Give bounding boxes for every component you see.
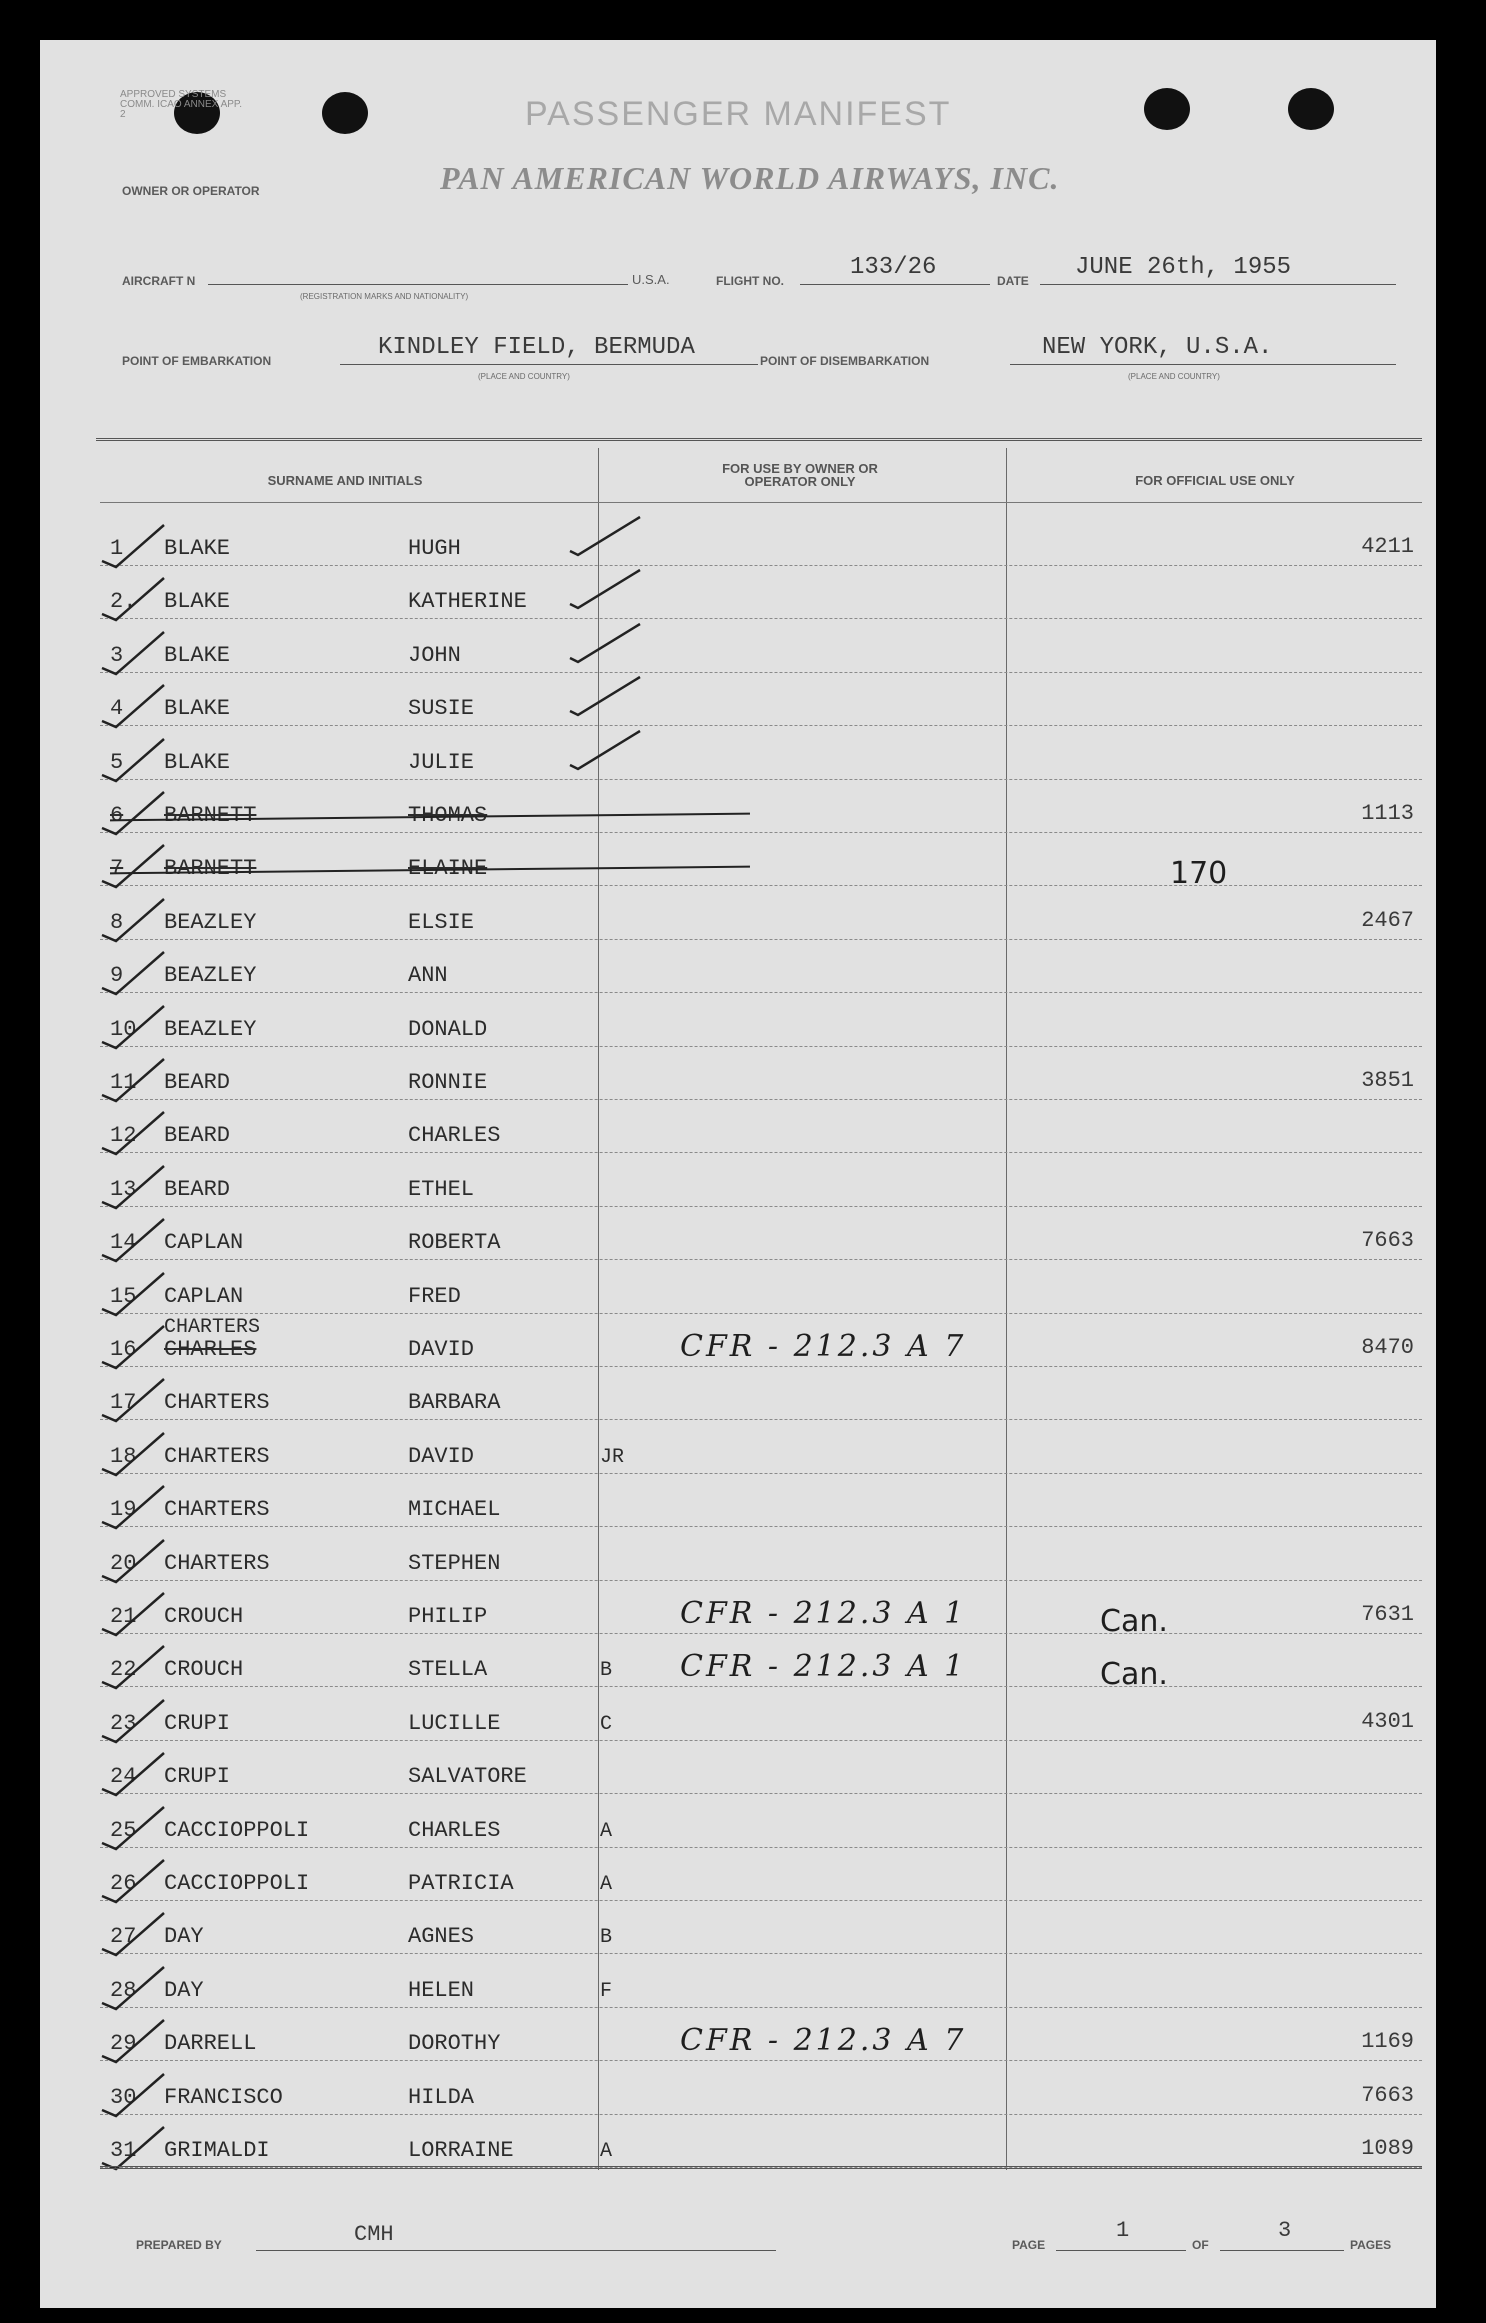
given-name: SALVATORE: [408, 1764, 527, 1790]
surname: BEAZLEY: [164, 963, 257, 989]
owner-operator: PAN AMERICAN WORLD AIRWAYS, INC.: [440, 160, 1060, 196]
row-number: 10: [110, 1016, 137, 1042]
table-row: [100, 2114, 1422, 2168]
row-number: 27: [110, 1924, 137, 1950]
check-mark-icon: [94, 1846, 174, 1906]
given-name: THOMAS: [408, 803, 488, 828]
col-header-owner: FOR USE BY OWNER OR OPERATOR ONLY: [722, 461, 878, 489]
header-underline: [100, 502, 1422, 503]
row-number: 8: [110, 909, 124, 935]
table-top-rule: [96, 438, 1422, 445]
date-label: DATE: [997, 274, 1029, 288]
official-code: 1089: [1361, 2136, 1414, 2161]
given-name: ELSIE: [408, 909, 475, 935]
table-row: [100, 1794, 1422, 1848]
embarkation-line: [340, 364, 758, 365]
table-row: [100, 1900, 1422, 1954]
row-number: 19: [110, 1497, 137, 1523]
check-mark-icon: [94, 1098, 174, 1158]
table-row: [100, 1687, 1422, 1741]
surname: CRUPI: [164, 1764, 231, 1790]
page-number: 1: [1116, 2218, 1130, 2243]
page-label: PAGE: [1012, 2238, 1046, 2252]
initials: A: [600, 1873, 613, 1896]
pages-label: PAGES: [1350, 2238, 1392, 2252]
surname: CROUCH: [164, 1657, 244, 1683]
surname: BEARD: [164, 1123, 231, 1149]
check-mark-icon: [94, 1472, 174, 1532]
row-number: 22: [110, 1657, 137, 1683]
table-row: [100, 1580, 1422, 1639]
surname: BLAKE: [164, 696, 231, 722]
owner-notation: CFR - 212.3 A 7: [680, 1329, 967, 1364]
table-row: [100, 1473, 1422, 1527]
table-bottom-rule: [100, 2166, 1422, 2173]
check-mark-icon: [94, 1152, 174, 1212]
row-number: 14: [110, 1230, 137, 1256]
surname: BARNETT: [164, 803, 257, 828]
check-mark-icon: [94, 1686, 174, 1746]
check-mark-icon: [94, 831, 174, 891]
prepared-by-label: PREPARED BY: [136, 2238, 222, 2252]
check-mark-icon: [94, 1419, 174, 1479]
official-code: 2467: [1361, 907, 1414, 933]
given-name: PATRICIA: [408, 1871, 514, 1896]
surname: BLAKE: [164, 642, 231, 668]
row-number: 16: [110, 1337, 137, 1362]
check-mark-icon: [94, 618, 174, 678]
table-row: [100, 512, 1422, 566]
embark-sub: (PLACE AND COUNTRY): [478, 372, 570, 381]
given-name: STELLA: [408, 1657, 488, 1683]
row-number: 17: [110, 1390, 137, 1416]
approval-stamp: APPROVED SYSTEMS COMM. ICAO ANNEX APP. 2: [120, 89, 243, 120]
given-name: DAVID: [408, 1337, 475, 1362]
surname: BLAKE: [164, 749, 231, 775]
row-number: 26: [110, 1871, 137, 1896]
check-mark-icon: [94, 1045, 174, 1105]
row-number: 25: [110, 1817, 137, 1843]
surname: BEARD: [164, 1070, 231, 1095]
given-name: PHILIP: [408, 1604, 488, 1629]
given-name: BARBARA: [408, 1390, 501, 1416]
row-number: 18: [110, 1443, 137, 1469]
punch-hole-icon: [1144, 88, 1190, 130]
check-mark-icon: [94, 1632, 174, 1692]
check-mark-icon: [94, 885, 174, 945]
given-name: SUSIE: [408, 696, 475, 722]
check-mark-icon: [94, 778, 174, 838]
flight-line: [800, 284, 990, 285]
given-name: HILDA: [408, 2084, 475, 2110]
row-number: 28: [110, 1977, 137, 2003]
surname: BEARD: [164, 1176, 231, 1202]
margin-note: 170: [1170, 856, 1228, 892]
given-name: JULIE: [408, 749, 475, 775]
aircraft-label: AIRCRAFT N: [122, 274, 196, 288]
row-number: 11: [110, 1070, 137, 1095]
disembarkation-point: NEW YORK, U.S.A.: [1042, 334, 1273, 361]
table-row: [100, 1153, 1422, 1207]
embarkation-point: KINDLEY FIELD, BERMUDA: [378, 334, 695, 361]
check-mark-icon: [94, 1739, 174, 1799]
check-mark-icon: [94, 1793, 174, 1853]
surname: FRANCISCO: [164, 2084, 283, 2110]
owner-notation: CFR - 212.3 A 1: [680, 1649, 967, 1685]
prepared-by: CMH: [354, 2222, 394, 2247]
table-row: [100, 2007, 1422, 2061]
table-row: [100, 2061, 1422, 2115]
given-name: ROBERTA: [408, 1230, 501, 1256]
owner-operator-label: OWNER OR OPERATOR: [122, 184, 260, 198]
check-mark-icon: [94, 1579, 174, 1639]
check-mark-icon: [560, 719, 650, 779]
owner-notation: CFR - 212.3 A 1: [680, 1596, 967, 1631]
check-mark-icon: [94, 938, 174, 998]
surname: CACCIOPPOLI: [164, 1817, 310, 1843]
check-mark-icon: [94, 1526, 174, 1586]
initials: JR: [600, 1445, 625, 1469]
surname: DAY: [164, 1924, 204, 1950]
check-mark-icon: [560, 558, 650, 618]
disembark-sub: (PLACE AND COUNTRY): [1128, 372, 1220, 381]
punch-hole-icon: [322, 92, 368, 134]
check-mark-icon: [94, 1365, 174, 1425]
given-name: LUCILLE: [408, 1710, 501, 1736]
row-number: 1: [110, 536, 124, 561]
check-mark-icon: [94, 1312, 174, 1372]
col-header-official: FOR OFFICIAL USE ONLY: [1135, 473, 1295, 488]
table-row: [100, 1099, 1422, 1153]
owner-notation: CFR - 212.3 A 7: [680, 2023, 967, 2059]
surname: BARNETT: [164, 856, 257, 882]
row-number: 9: [110, 963, 124, 989]
surname: CROUCH: [164, 1604, 244, 1629]
date-line: [1040, 284, 1396, 285]
official-code: 8470: [1361, 1335, 1414, 1360]
row-number: 7: [110, 856, 124, 882]
given-name: DAVID: [408, 1443, 475, 1469]
check-mark-icon: [94, 2006, 174, 2066]
table-row: [100, 1847, 1422, 1901]
table-row: [100, 565, 1422, 619]
check-mark-icon: [94, 725, 174, 785]
surname: CAPLAN: [164, 1283, 244, 1309]
table-row: [100, 832, 1422, 892]
initials: A: [600, 1819, 613, 1843]
row-number: 23: [110, 1710, 137, 1736]
check-mark-icon: [94, 1953, 174, 2013]
table-row: [100, 1420, 1422, 1474]
surname: BLAKE: [164, 589, 231, 615]
embarkation-label: POINT OF EMBARKATION: [122, 354, 272, 368]
check-mark-icon: [94, 1899, 174, 1959]
official-code: 7663: [1361, 2082, 1414, 2108]
initials: B: [600, 1659, 613, 1683]
check-mark-icon: [560, 505, 650, 565]
surname: CRUPI: [164, 1710, 231, 1736]
check-mark-icon: [94, 2113, 174, 2173]
check-mark-icon: [560, 665, 650, 725]
flight-label: FLIGHT NO.: [716, 274, 784, 288]
check-mark-icon: [94, 2060, 174, 2120]
given-name: CHARLES: [408, 1817, 501, 1843]
of-label: OF: [1192, 2238, 1209, 2252]
row-number: 12: [110, 1123, 137, 1149]
row-number: 29: [110, 2031, 137, 2057]
row-number: 3: [110, 642, 124, 668]
table-row: [100, 1046, 1422, 1100]
form-title: PASSENGER MANIFEST: [525, 95, 952, 133]
surname: CACCIOPPOLI: [164, 1871, 310, 1896]
official-code: 1169: [1361, 2029, 1414, 2055]
surname: DARRELL: [164, 2031, 257, 2057]
table-row: [100, 726, 1422, 780]
row-number: 4: [110, 696, 124, 722]
given-name: HUGH: [408, 536, 461, 561]
given-name: STEPHEN: [408, 1550, 501, 1576]
row-number: 6: [110, 803, 124, 828]
table-row: [100, 886, 1422, 940]
row-number: 2.: [110, 589, 137, 615]
given-name: DONALD: [408, 1016, 488, 1042]
check-mark-icon: [94, 992, 174, 1052]
row-number: 21: [110, 1604, 137, 1629]
table-row: [100, 1206, 1422, 1260]
table-row: [100, 1740, 1422, 1794]
given-name: ANN: [408, 963, 448, 989]
official-code: 4211: [1361, 534, 1414, 559]
table-row: [100, 1527, 1422, 1581]
official-code: 3851: [1361, 1068, 1414, 1093]
surname: CHARTERS: [164, 1390, 270, 1416]
table-row: [100, 1313, 1422, 1367]
check-mark-icon: [94, 671, 174, 731]
disembarkation-label: POINT OF DISEMBARKATION: [760, 354, 930, 368]
disembarkation-line: [1010, 364, 1396, 365]
margin-note: Can.: [1100, 1604, 1168, 1639]
prepared-line: [256, 2250, 776, 2251]
official-code: 4301: [1361, 1708, 1414, 1734]
given-name: ETHEL: [408, 1176, 475, 1202]
given-name: MICHAEL: [408, 1497, 501, 1523]
row-number: 24: [110, 1764, 137, 1790]
table-row: [100, 993, 1422, 1047]
given-name: ELAINE: [408, 856, 488, 882]
row-number: 5: [110, 749, 124, 775]
table-row: [100, 672, 1422, 726]
official-code: 1113: [1361, 801, 1414, 826]
official-code: 7663: [1361, 1228, 1414, 1254]
check-mark-icon: [94, 1205, 174, 1265]
correction-above: CHARTERS: [164, 1316, 261, 1339]
of-line: [1220, 2250, 1344, 2251]
usa-label: U.S.A.: [632, 272, 670, 287]
surname: BEAZLEY: [164, 909, 257, 935]
surname: BLAKE: [164, 536, 231, 561]
row-number: 13: [110, 1176, 137, 1202]
table-row: [100, 1366, 1422, 1420]
flight-date: JUNE 26th, 1955: [1075, 254, 1292, 281]
given-name: CHARLES: [408, 1123, 501, 1149]
official-code: 7631: [1361, 1602, 1414, 1627]
table-row: [100, 619, 1422, 673]
given-name: RONNIE: [408, 1070, 488, 1095]
punch-hole-icon: [1288, 88, 1334, 130]
given-name: JOHN: [408, 642, 461, 668]
surname: DAY: [164, 1977, 204, 2003]
surname: CAPLAN: [164, 1230, 244, 1256]
surname: CHARTERS: [164, 1550, 270, 1576]
check-mark-icon: [560, 612, 650, 672]
surname: CHARTERS: [164, 1443, 270, 1469]
table-row: [100, 1633, 1422, 1693]
margin-note: Can.: [1100, 1657, 1168, 1693]
given-name: HELEN: [408, 1977, 475, 2003]
given-name: FRED: [408, 1283, 461, 1309]
check-mark-icon: [94, 564, 174, 624]
row-number: 31: [110, 2138, 137, 2163]
initials: F: [600, 1979, 613, 2003]
table-row: [100, 1260, 1422, 1314]
surname: CHARTERS: [164, 1497, 270, 1523]
initials: C: [600, 1712, 613, 1736]
given-name: DOROTHY: [408, 2031, 501, 2057]
check-mark-icon: [94, 1259, 174, 1319]
check-mark-icon: [94, 511, 174, 571]
surname: CHARLES: [164, 1337, 257, 1362]
page-total: 3: [1278, 2218, 1292, 2243]
surname: BEAZLEY: [164, 1016, 257, 1042]
initials: B: [600, 1926, 613, 1950]
row-number: 20: [110, 1550, 137, 1576]
given-name: LORRAINE: [408, 2138, 514, 2163]
page-line: [1056, 2250, 1186, 2251]
table-row: [100, 939, 1422, 993]
col-header-surname: SURNAME AND INITIALS: [267, 473, 423, 488]
aircraft-sub: (REGISTRATION MARKS AND NATIONALITY): [300, 292, 469, 301]
given-name: AGNES: [408, 1924, 475, 1950]
table-row: [100, 779, 1422, 833]
table-row: [100, 1954, 1422, 2008]
aircraft-line: [208, 284, 628, 285]
surname: GRIMALDI: [164, 2138, 270, 2163]
flight-number: 133/26: [850, 254, 937, 281]
given-name: KATHERINE: [408, 589, 527, 615]
row-number: 30: [110, 2084, 137, 2110]
initials: A: [600, 2140, 613, 2163]
row-number: 15: [110, 1283, 137, 1309]
